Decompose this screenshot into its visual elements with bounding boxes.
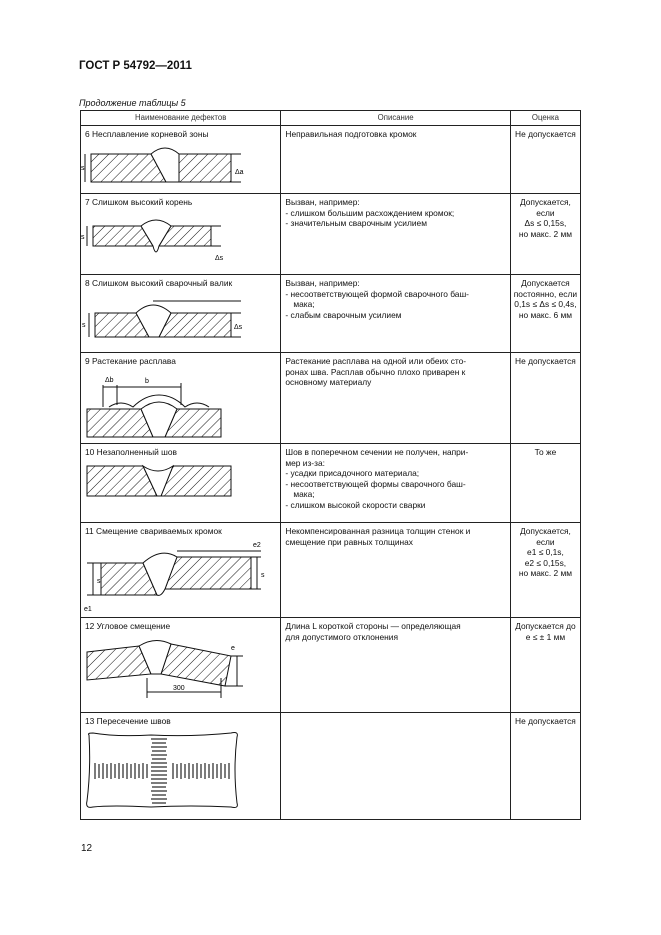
table-row xyxy=(81,353,581,444)
description-line: Некомпенсированная разница толщин стенок и xyxy=(285,526,471,536)
column-header-description: Описание xyxy=(281,111,510,126)
description-line: Растекание расплава на одной или обеих сто- xyxy=(285,356,467,366)
defect-name: 9 Растекание расплава xyxy=(85,356,176,366)
description-cell xyxy=(281,126,510,194)
assessment-line: Допускается до xyxy=(515,621,576,631)
weld-figure-angular-offset xyxy=(81,634,277,712)
description-line: мака; xyxy=(293,299,315,310)
description-cell xyxy=(281,194,510,275)
weld-figure-high-root xyxy=(81,210,277,270)
table-row xyxy=(81,194,581,275)
weld-figure-edge-offset xyxy=(81,539,277,615)
dimension-label: Δb xyxy=(105,376,114,384)
table-header-row xyxy=(81,111,581,126)
column-header-assessment: Оценка xyxy=(510,111,580,126)
dimension-label: s xyxy=(81,164,85,172)
description-line: - слишком высокой скорости сварки xyxy=(285,499,426,510)
defect-name: 8 Слишком высокий сварочный валик xyxy=(85,278,233,288)
defect-name: 6 Несплавление корневой зоны xyxy=(85,129,209,139)
description-line: для допустимого отклонения xyxy=(285,631,398,642)
defect-name: 13 Пересечение швов xyxy=(85,716,171,726)
assessment-line: постоянно, если xyxy=(513,288,578,299)
dimension-label: b xyxy=(145,377,149,385)
description-line: смещение при равных толщинах xyxy=(285,536,413,547)
description-line: - слишком большим расхождением кромок; xyxy=(285,207,455,218)
description-line: - несоответствующей формой сварочного баш- xyxy=(285,288,469,299)
assessment-line: но макс. 2 мм xyxy=(518,568,572,579)
defect-name: 12 Угловое смещение xyxy=(85,621,171,631)
document-header: ГОСТ Р 54792—2011 xyxy=(79,60,192,72)
description-line: - слабым сварочным усилием xyxy=(285,309,402,320)
dimension-label: e2 xyxy=(253,541,261,549)
assessment-line: но макс. 2 мм xyxy=(518,228,572,239)
weld-figure-unfilled xyxy=(81,460,277,504)
defect-cell xyxy=(81,275,281,353)
page-number: 12 xyxy=(81,843,93,854)
assessment-line: но макс. 6 мм xyxy=(518,309,572,320)
description-line: мер из-за: xyxy=(285,457,325,468)
table-row xyxy=(81,523,581,618)
description-cell xyxy=(281,353,510,444)
defect-cell xyxy=(81,618,281,713)
defects-table xyxy=(80,110,581,820)
weld-figure-melt-spread xyxy=(81,369,277,441)
weld-figure-seam-intersection xyxy=(81,729,277,817)
dimension-label: s xyxy=(82,321,86,329)
dimension-label: Δs xyxy=(215,254,224,262)
assessment-cell xyxy=(510,444,580,523)
description-line: основному материалу xyxy=(285,377,372,388)
dimension-label: Δs xyxy=(234,323,243,331)
assessment-cell xyxy=(510,523,580,618)
description-line: ронах шва. Расплав обычно плохо приварен к xyxy=(285,366,466,377)
defect-cell xyxy=(81,126,281,194)
assessment-line: Не допускается xyxy=(515,129,576,139)
assessment-line: e1 ≤ 0,1s, xyxy=(527,547,564,558)
dimension-label: e xyxy=(231,644,235,652)
assessment-line: 0,1s ≤ Δs ≤ 0,4s, xyxy=(514,299,577,310)
assessment-line: То же xyxy=(534,447,557,457)
defect-cell xyxy=(81,523,281,618)
defect-cell xyxy=(81,713,281,820)
description-cell xyxy=(281,444,510,523)
assessment-line: Не допускается xyxy=(515,356,576,366)
dimension-label: 300 xyxy=(173,684,185,692)
defect-name: 10 Незаполненный шов xyxy=(85,447,177,457)
dimension-label: e1 xyxy=(84,605,92,613)
description-line: Вызван, например: xyxy=(285,278,360,288)
table-row xyxy=(81,444,581,523)
dimension-label: s xyxy=(261,571,265,579)
description-line: мака; xyxy=(293,489,315,500)
table-row xyxy=(81,275,581,353)
description-cell xyxy=(281,618,510,713)
defect-cell xyxy=(81,353,281,444)
assessment-line: e ≤ ± 1 мм xyxy=(525,631,566,642)
weld-figure-high-bead xyxy=(81,291,277,349)
assessment-line: Допускается, если xyxy=(519,197,571,218)
assessment-cell xyxy=(510,618,580,713)
assessment-cell xyxy=(510,713,580,820)
description-line: Вызван, например: xyxy=(285,197,360,207)
assessment-cell xyxy=(510,353,580,444)
defect-cell xyxy=(81,194,281,275)
assessment-line: Δs ≤ 0,15s, xyxy=(524,218,567,229)
column-header-name: Наименование дефектов xyxy=(81,111,281,126)
description-line: Шов в поперечном сечении не получен, напри- xyxy=(285,447,469,457)
dimension-label: s xyxy=(97,577,101,585)
assessment-line: e2 ≤ 0,15s, xyxy=(524,557,567,568)
assessment-line: Допускается, если xyxy=(519,526,571,547)
dimension-label: Δa xyxy=(235,168,244,176)
table-row xyxy=(81,618,581,713)
description-line: Длина L короткой стороны — определяющая xyxy=(285,621,461,631)
description-cell xyxy=(281,275,510,353)
assessment-line: Допускается xyxy=(521,278,570,288)
description-line: - усадки присадочного материала; xyxy=(285,468,420,479)
table-caption: Продолжение таблицы 5 xyxy=(79,98,186,108)
weld-figure-root-fusion xyxy=(81,142,277,192)
assessment-cell xyxy=(510,275,580,353)
assessment-cell xyxy=(510,126,580,194)
description-line: - значительным сварочным усилием xyxy=(285,218,427,229)
defect-cell xyxy=(81,444,281,523)
defect-name: 11 Смещение свариваемых кромок xyxy=(85,526,222,536)
table-row xyxy=(81,713,581,820)
description-line: - несоответствующей формы сварочного баш- xyxy=(285,478,466,489)
dimension-label: s xyxy=(81,233,85,241)
table-row xyxy=(81,126,581,194)
assessment-cell xyxy=(510,194,580,275)
description-line: Неправильная подготовка кромок xyxy=(285,129,417,139)
assessment-line: Не допускается xyxy=(515,716,576,726)
description-cell xyxy=(281,713,510,820)
defect-name: 7 Слишком высокий корень xyxy=(85,197,193,207)
description-cell xyxy=(281,523,510,618)
